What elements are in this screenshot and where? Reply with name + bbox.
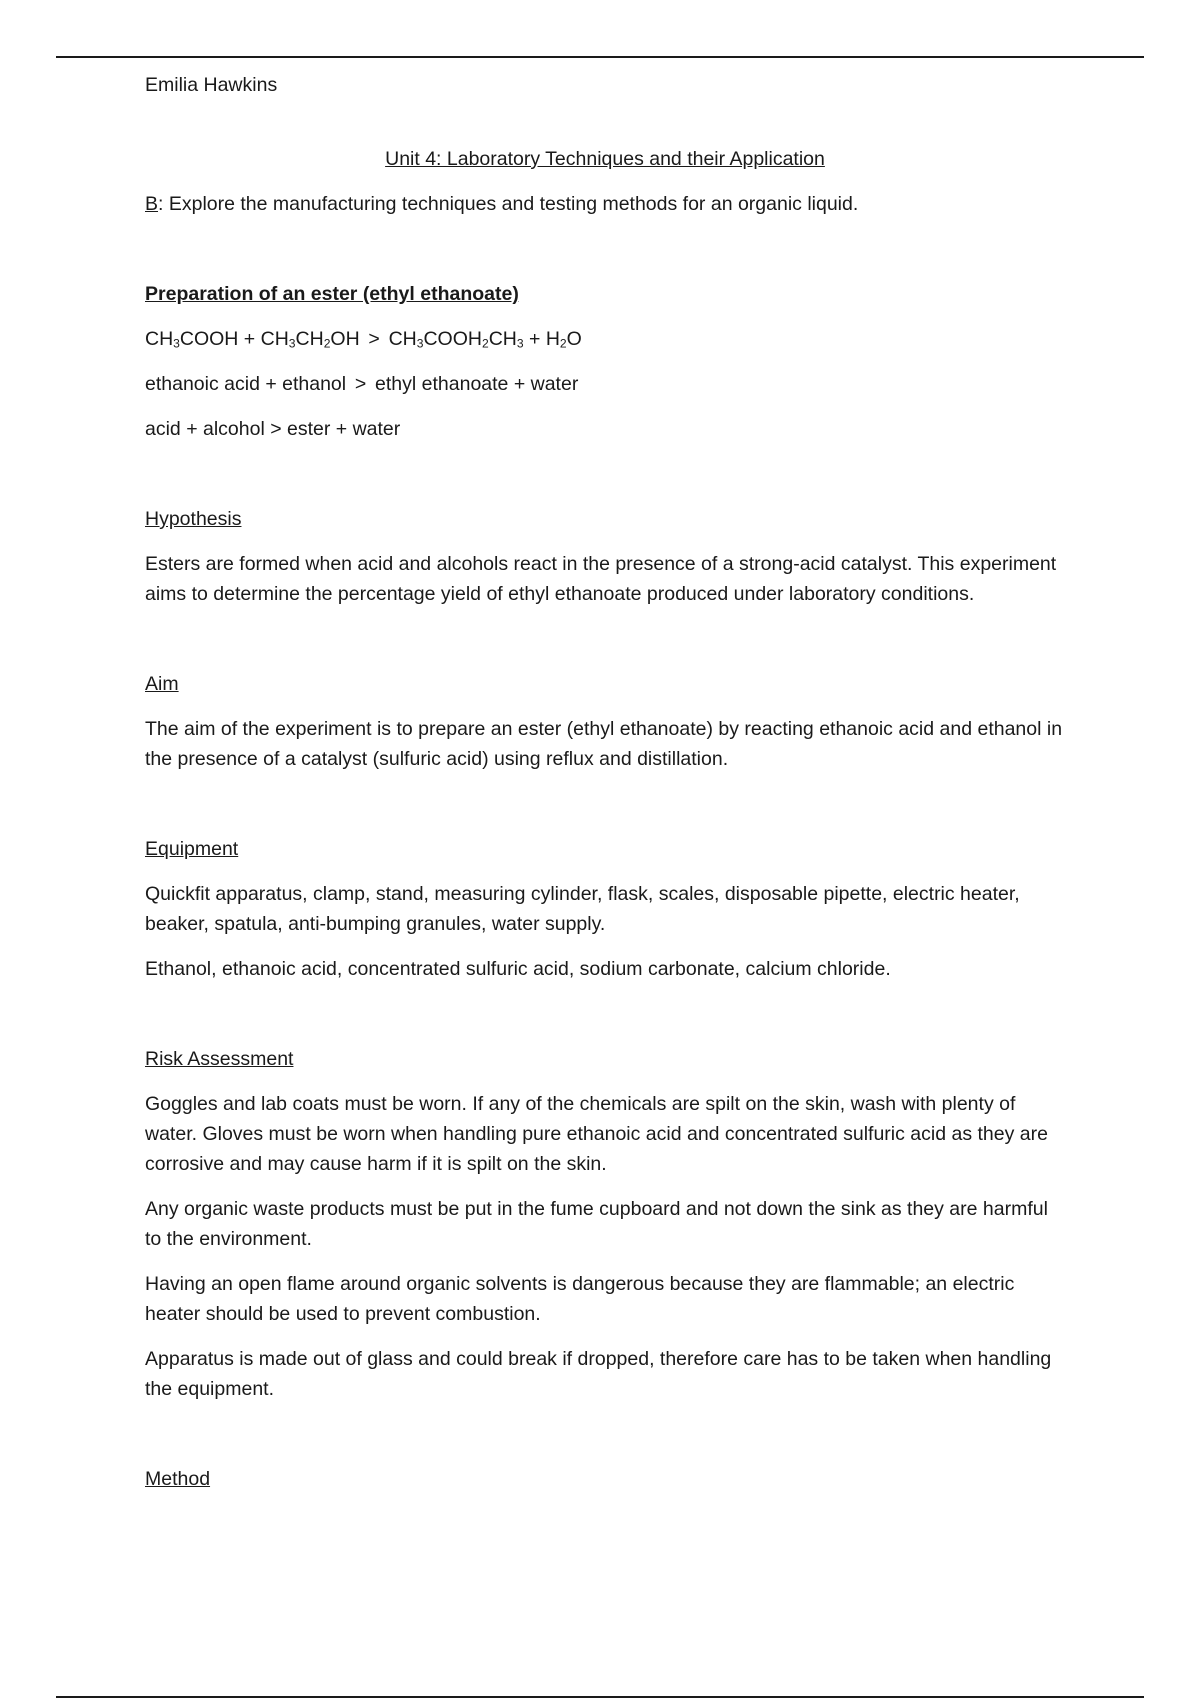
preparation-heading: Preparation of an ester (ethyl ethanoate) xyxy=(145,283,519,305)
equipment-section xyxy=(145,834,1065,984)
risk-section xyxy=(145,1044,1065,1404)
footer-rule xyxy=(56,1696,1144,1698)
author-name: Emilia Hawkins xyxy=(145,74,278,96)
general-equation: acid + alcohol > ester + water xyxy=(145,418,401,440)
equipment-chemicals: Ethanol, ethanoic acid, concentrated sulfuric acid, sodium carbonate, calcium chloride. xyxy=(145,958,891,980)
risk-paragraph: Any organic waste products must be put in the fume cupboard and not down the sink as they are harmful to the environment. xyxy=(145,1198,1048,1250)
equipment-apparatus: Quickfit apparatus, clamp, stand, measuring cylinder, flask, scales, disposable pipette, electric heater, beaker, spatula, anti-bumping granules, water supply. xyxy=(145,883,1020,935)
hypothesis-heading: Hypothesis xyxy=(145,508,242,530)
aim-section xyxy=(145,669,1065,774)
task-statement xyxy=(145,189,1065,219)
document-body xyxy=(145,70,1065,1494)
task-letter: B xyxy=(145,193,159,215)
method-heading: Method xyxy=(145,1468,211,1490)
hypothesis-section xyxy=(145,504,1065,609)
risk-paragraph: Having an open flame around organic solvents is dangerous because they are flammable; an electric heater should be used to prevent combustion. xyxy=(145,1273,1015,1325)
aim-text: The aim of the experiment is to prepare an ester (ethyl ethanoate) by reacting ethanoic acid and ethanol in the presence of a catalyst (sulfuric acid) using reflux and distillation. xyxy=(145,718,1063,770)
risk-paragraph: Goggles and lab coats must be worn. If any of the chemicals are spilt on the skin, wash with plenty of water. Gloves must be worn when handling pure ethanoic acid and concentrated sulfuric acid as they are corrosive and may cause harm if it is spilt on the skin. xyxy=(145,1093,1048,1175)
aim-heading: Aim xyxy=(145,673,179,695)
equipment-heading: Equipment xyxy=(145,838,239,860)
hypothesis-text: Esters are formed when acid and alcohols react in the presence of a strong-acid catalyst. This experiment aims to determine the percentage yield of ethyl ethanoate produced under laboratory conditions. xyxy=(145,553,1057,605)
header-rule xyxy=(56,56,1144,58)
word-equation: ethanoic acid + ethanol > ethyl ethanoate + water xyxy=(145,373,579,395)
method-section xyxy=(145,1464,1065,1494)
risk-heading: Risk Assessment xyxy=(145,1048,294,1070)
chemical-equation: $CH_3COOH + CH_3CH_2OH$ > $CH_3COOH_2CH_3 + H_2O$ xyxy=(145,328,582,351)
reaction-arrow: > xyxy=(368,328,380,350)
document-title: Unit 4: Laboratory Techniques and their Application xyxy=(385,148,825,170)
preparation-section xyxy=(145,279,1065,444)
task-text: : Explore the manufacturing techniques and testing methods for an organic liquid. xyxy=(158,193,859,215)
risk-paragraph: Apparatus is made out of glass and could break if dropped, therefore care has to be taken when handling the equipment. xyxy=(145,1348,1052,1400)
